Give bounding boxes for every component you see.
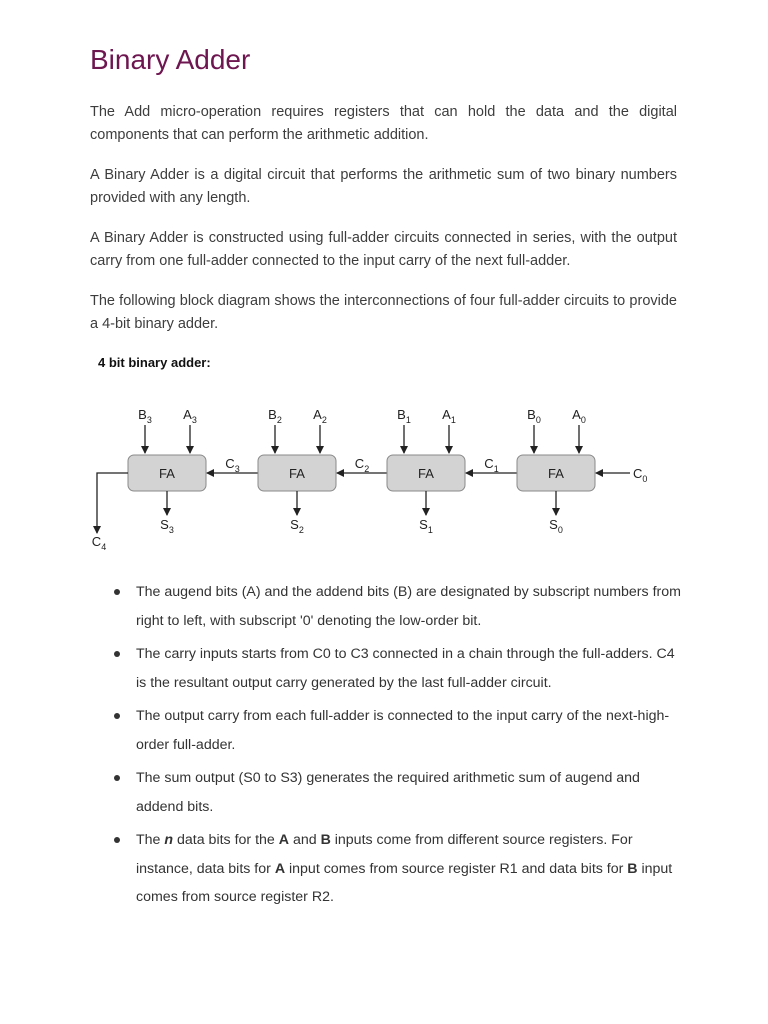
bullet-text: The augend bits (A) and the addend bits (B) are designated by subscript numbers from right to left, with subscript '0' denoting the low-order bit. <box>136 584 681 629</box>
full-adder-label: FA <box>159 466 175 481</box>
full-adder-stage-1 <box>387 407 517 535</box>
bullet-dot <box>114 589 120 595</box>
a-input-label: $A_1$ <box>442 407 456 425</box>
bullet-dot <box>114 775 120 781</box>
carry-out-label: $C_4$ <box>91 534 107 552</box>
bullet-text: A <box>278 832 289 848</box>
bullet-text: B <box>627 860 638 877</box>
bullet-dot <box>114 837 120 843</box>
bullet-text: input comes from source register R1 and data bits for <box>285 860 628 877</box>
sum-output-label: $S_0$ <box>549 517 563 535</box>
a-input-label: $A_2$ <box>313 407 327 425</box>
carry-out <box>92 473 128 552</box>
bullet-dot <box>114 651 120 657</box>
b-input-label: $B_3$ <box>138 407 152 425</box>
full-adder-label: FA <box>418 466 434 481</box>
bullet-text: A <box>274 860 286 877</box>
full-adder-stage-2 <box>258 407 387 535</box>
bullet-text: data bits for the <box>173 832 279 848</box>
definition-paragraph: A Binary Adder is a digital circuit that performs the arithmetic sum of two binary numbers provided with any length. <box>90 167 677 206</box>
bullet-item <box>114 578 684 635</box>
bullet-text: B <box>320 832 331 848</box>
bullet-text: and <box>289 832 321 848</box>
bullet-text: n <box>164 832 174 848</box>
sum-output-label: $S_3$ <box>160 517 174 535</box>
a-input-label: $A_0$ <box>572 407 586 425</box>
full-adder-stage-3 <box>128 407 258 535</box>
bullet-item <box>114 702 684 759</box>
bullet-text: The <box>136 832 165 848</box>
figure-label: 4 bit binary adder: <box>98 355 211 370</box>
intro-paragraph: The Add micro-operation requires registers that can hold the data and the digital components that can perform the arithmetic addition. <box>90 104 677 143</box>
notes-list <box>114 578 684 917</box>
diagram-intro-paragraph: The following block diagram shows the interconnections of four full-adder circuits to provide a 4-bit binary adder. <box>90 293 677 332</box>
sum-output-label: $S_1$ <box>419 517 433 535</box>
bullet-text: The output carry from each full-adder is connected to the input carry of the next-high-order full-adder. <box>136 708 670 753</box>
bullet-text: The sum output (S0 to S3) generates the required arithmetic sum of augend and addend bits. <box>136 770 640 815</box>
full-adder-label: FA <box>548 466 564 481</box>
bullet-item <box>114 826 684 912</box>
carry-label: $C_3$ <box>225 456 240 474</box>
adder-stages <box>128 407 647 535</box>
b-input-label: $B_1$ <box>397 407 411 425</box>
page-title: Binary Adder <box>90 44 251 75</box>
a-input-label: $A_3$ <box>183 407 197 425</box>
bullet-item <box>114 640 684 697</box>
full-adder-stage-0 <box>517 407 647 535</box>
bullet-text: inputs come from different source registers. For instance, data bits for <box>136 832 633 877</box>
carry-in-label: $C_0$ <box>633 466 648 484</box>
construction-paragraph: A Binary Adder is constructed using full-adder circuits connected in series, with the output carry from one full-adder connected to the input carry of the next full-adder. <box>90 230 677 269</box>
full-adder-label: FA <box>289 466 305 481</box>
bullet-dot <box>114 713 120 719</box>
carry-label: $C_1$ <box>484 456 499 474</box>
bullet-item <box>114 764 684 821</box>
sum-output-label: $S_2$ <box>290 517 304 535</box>
bullet-text: input comes from source register R2. <box>136 860 673 905</box>
b-input-label: $B_2$ <box>268 407 282 425</box>
carry-out-wire <box>97 473 128 533</box>
b-input-label: $B_0$ <box>527 407 541 425</box>
bullet-text: The carry inputs starts from C0 to C3 connected in a chain through the full-adders. C4 is the resultant output carry generated by the last full-adder circuit. <box>136 646 675 691</box>
carry-label: $C_2$ <box>354 456 370 474</box>
